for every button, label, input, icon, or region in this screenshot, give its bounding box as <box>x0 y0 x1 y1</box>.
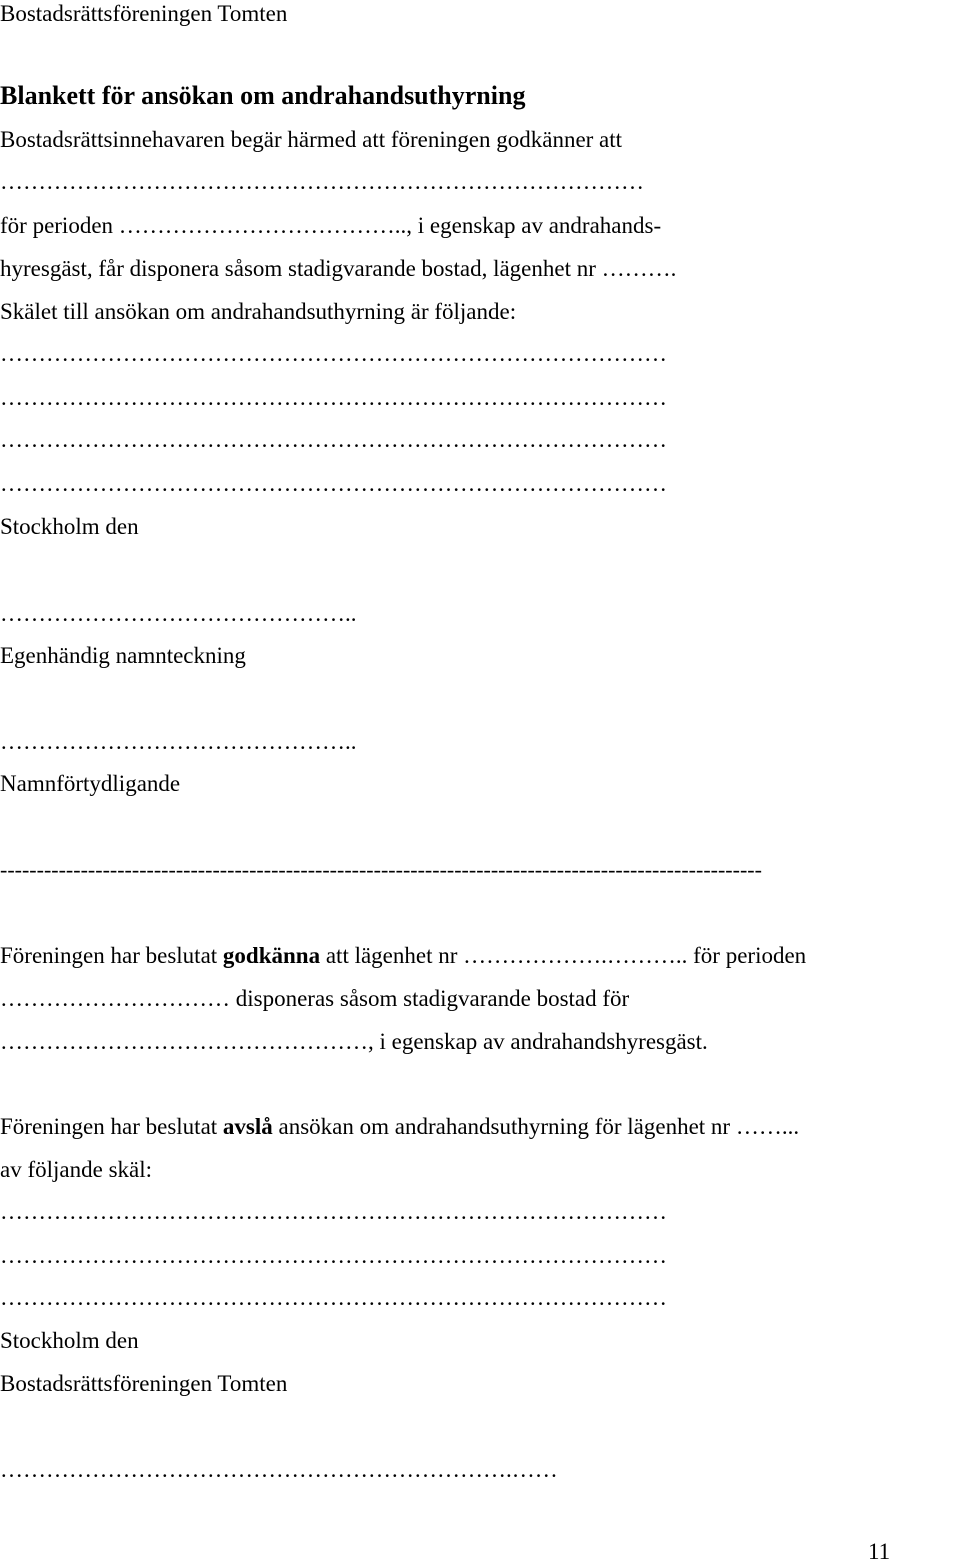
reason-blank-1[interactable]: …………………………………………………………………………… <box>0 341 667 366</box>
approval-bold: godkänna <box>222 943 321 968</box>
place-date-label[interactable]: Stockholm den <box>0 514 139 539</box>
rejection-blank-2[interactable]: …………………………………………………………………………… <box>0 1243 667 1268</box>
intro-text: Bostadsrättsinnehavaren begär härmed att föreningen godkänner att <box>0 127 623 152</box>
rejection-association: Bostadsrättsföreningen Tomten <box>0 1371 288 1396</box>
blank-line-applicant[interactable]: ………………………………………………………………………… <box>0 169 644 194</box>
rejection-blank-1[interactable]: …………………………………………………………………………… <box>0 1199 667 1224</box>
rejection-place-date[interactable]: Stockholm den <box>0 1328 139 1353</box>
reason-blank-2[interactable]: …………………………………………………………………………… <box>0 385 667 410</box>
name-label: Namnförtydligande <box>0 771 181 796</box>
form-title: Blankett för ansökan om andrahandsuthyrning <box>0 81 526 110</box>
rejection-blank-3[interactable]: …………………………………………………………………………… <box>0 1285 667 1310</box>
approval-line-3[interactable]: …………………………………………, i egenskap av andrahandshyresgäst. <box>0 1029 708 1054</box>
reason-line: Skälet till ansökan om andrahandsuthyrning är följande: <box>0 299 517 324</box>
rejection-bold: avslå <box>222 1114 273 1139</box>
approval-text-2[interactable]: att lägenhet nr ……………….……….. för perioden <box>320 943 807 968</box>
approval-line-1 <box>0 942 806 970</box>
period-line[interactable]: för perioden ……………………………….., i egenskap av andrahands- <box>0 213 662 238</box>
rejection-line-1 <box>0 1113 799 1141</box>
page-number: 11 <box>868 1539 891 1564</box>
name-dots[interactable]: ……………………………………….. <box>0 729 357 754</box>
signature-dots[interactable]: ……………………………………….. <box>0 601 357 626</box>
tenant-line[interactable]: hyresgäst, får disponera såsom stadigvarande bostad, lägenhet nr ………. <box>0 256 677 281</box>
reason-blank-3[interactable]: …………………………………………………………………………… <box>0 427 667 452</box>
approval-text-1: Föreningen har beslutat <box>0 943 223 968</box>
reason-blank-4[interactable]: …………………………………………………………………………… <box>0 471 667 496</box>
rejection-text-1: Föreningen har beslutat <box>0 1114 223 1139</box>
rejection-signature-dots[interactable]: ………………………………………………………….…… <box>0 1457 558 1482</box>
signature-label: Egenhändig namnteckning <box>0 643 246 668</box>
rejection-text-2[interactable]: ansökan om andrahandsuthyrning för lägenhet nr ……... <box>272 1114 800 1139</box>
rejection-line-2: av följande skäl: <box>0 1157 153 1182</box>
separator-line: -------------------------------------------------------------------------------------------------------- <box>0 857 762 882</box>
association-header: Bostadsrättsföreningen Tomten <box>0 1 288 26</box>
approval-line-2[interactable]: ………………………… disponeras såsom stadigvarande bostad för <box>0 986 630 1011</box>
